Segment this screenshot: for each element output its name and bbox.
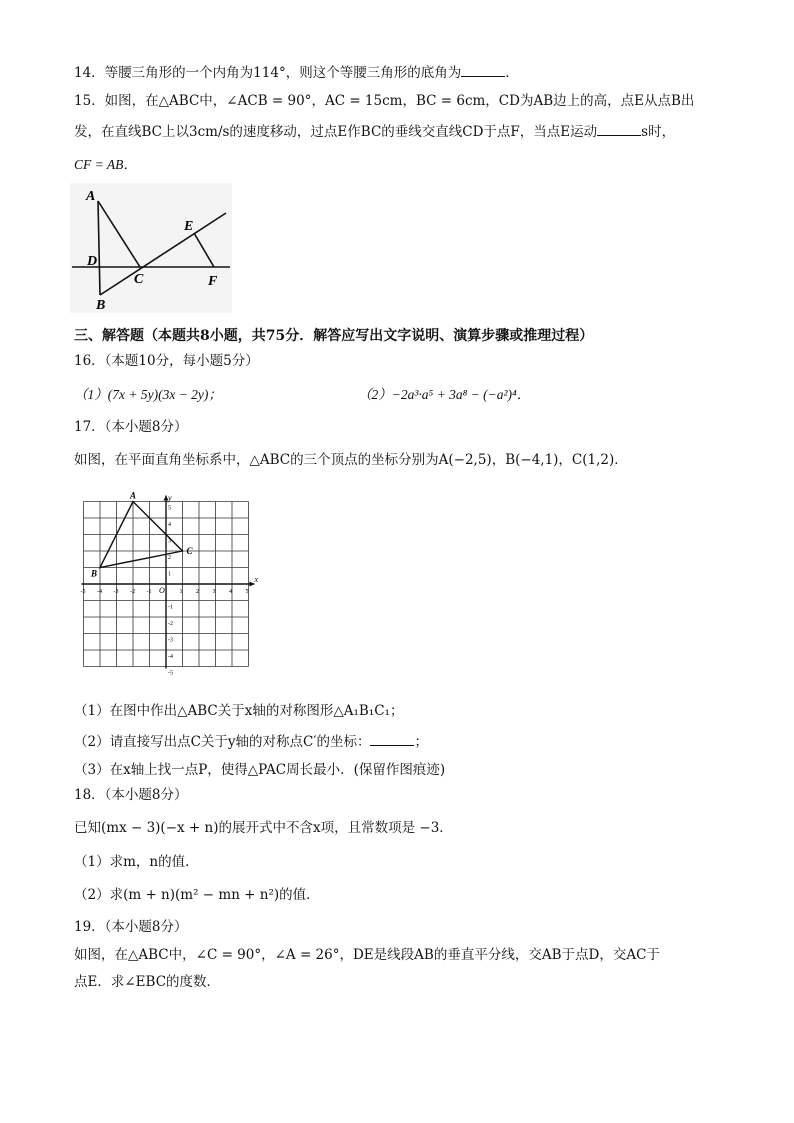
q17-answer-blank[interactable] [370, 733, 414, 746]
q15-line-2-tail: s时， [641, 124, 676, 140]
q16-part-1: （1）(7x + 5y)(3x − 2y)； [74, 387, 222, 402]
q17-header: 17．（本小题8分） [74, 419, 188, 435]
q14-answer-blank[interactable] [461, 64, 505, 77]
q17-part-2 [74, 733, 428, 751]
y-tick-label: 4 [168, 522, 171, 528]
q16-header: 16．（本题10分，每小题5分） [74, 353, 259, 369]
vertex-label-c: C [186, 546, 193, 556]
x-tick-label: -1 [146, 589, 152, 595]
label-d: D [87, 254, 98, 269]
q15-line-2 [74, 123, 675, 141]
y-tick-label: -3 [168, 637, 173, 644]
q15-line-1: 15．如图，在△ABC中，∠ACB = 90°，AC = 15cm，BC = 6cm，CD为AB边上的高，点E从点B出 [74, 93, 695, 109]
y-tick-label: 1 [168, 571, 171, 578]
y-axis-label: y [168, 493, 172, 503]
q18-stem: 已知(mx − 3)(−x + n)的展开式中不含x项，且常数项是 −3． [74, 820, 453, 836]
y-tick-label: -1 [168, 604, 173, 611]
q17-stem: 如图，在平面直角坐标系中，△ABC的三个顶点的坐标分别为A(−2,5)，B(−4,1)，C(1,2)． [74, 452, 628, 468]
x-tick-label: -3 [113, 589, 119, 595]
vertex-label-b: B [91, 568, 98, 579]
x-tick-label: -2 [130, 589, 135, 595]
x-tick-label: -4 [97, 589, 102, 595]
x-tick-label: 5 [245, 589, 249, 595]
vertex-label-a: A [130, 492, 137, 501]
q17-part-2-text: （2）请直接写出点C关于y轴的对称点C′的坐标： [74, 734, 371, 750]
q17-part-1: （1）在图中作出△ABC关于x轴的对称图形△A₁B₁C₁； [74, 703, 404, 719]
x-tick-label: 3 [212, 589, 216, 595]
q17-part-3: （3）在x轴上找一点P，使得△PAC周长最小．(保留作图痕迹) [74, 762, 446, 778]
y-tick-label: 2 [168, 555, 171, 561]
q18-part-2: （2）求(m + n)(m² − mn + n²)的值． [74, 887, 320, 903]
x-tick-label: 2 [196, 589, 199, 595]
q17-coordinate-grid [74, 492, 258, 676]
q19-line-2: 点E．求∠EBC的度数． [74, 974, 221, 990]
q15-line-3: CF = AB． [74, 157, 137, 172]
y-tick-label: -4 [168, 654, 173, 660]
y-tick-label: 3 [168, 538, 171, 545]
label-f: F [208, 274, 218, 289]
y-tick-label: -2 [168, 621, 173, 627]
q19-header: 19．（本小题8分） [74, 919, 188, 935]
section-3-heading: 三、解答题（本题共8小题，共75分．解答应写出文字说明、演算步骤或推理过程） [74, 328, 594, 344]
q15-figure [70, 183, 232, 313]
label-a: A [86, 189, 96, 204]
q19-line-1: 如图，在△ABC中，∠C = 90°，∠A = 26°，DE是线段AB的垂直平分线，交AB于点D，交AC于 [74, 947, 660, 963]
y-tick-label: 5 [168, 505, 171, 512]
q16-part-2: （2）−2a³·a⁵ + 3a⁸ − (−a²)⁴． [358, 387, 531, 402]
x-tick-label: -5 [80, 589, 86, 595]
q14-text: 14．等腰三角形的一个内角为114°，则这个等腰三角形的底角为 [74, 65, 462, 81]
label-c: C [134, 272, 144, 287]
label-e: E [184, 219, 194, 234]
q18-header: 18．（本小题8分） [74, 787, 188, 803]
q18-part-1: （1）求m，n的值． [74, 854, 199, 870]
x-tick-label: 4 [229, 589, 232, 595]
label-b: B [96, 298, 106, 313]
q17-part-2-tail: ； [414, 734, 428, 750]
origin-label: O [159, 586, 165, 595]
x-axis-label: x [254, 575, 258, 584]
q15-answer-blank[interactable] [597, 123, 641, 136]
q15-line-2-text: 发，在直线BC上以3cm/s的速度移动，过点E作BC的垂线交直线CD于点F，当点E运动 [74, 124, 598, 140]
q14-tail: ． [505, 65, 519, 81]
q14-line [74, 64, 519, 82]
y-tick-label: -5 [168, 670, 173, 676]
x-tick-label: 1 [179, 589, 183, 595]
